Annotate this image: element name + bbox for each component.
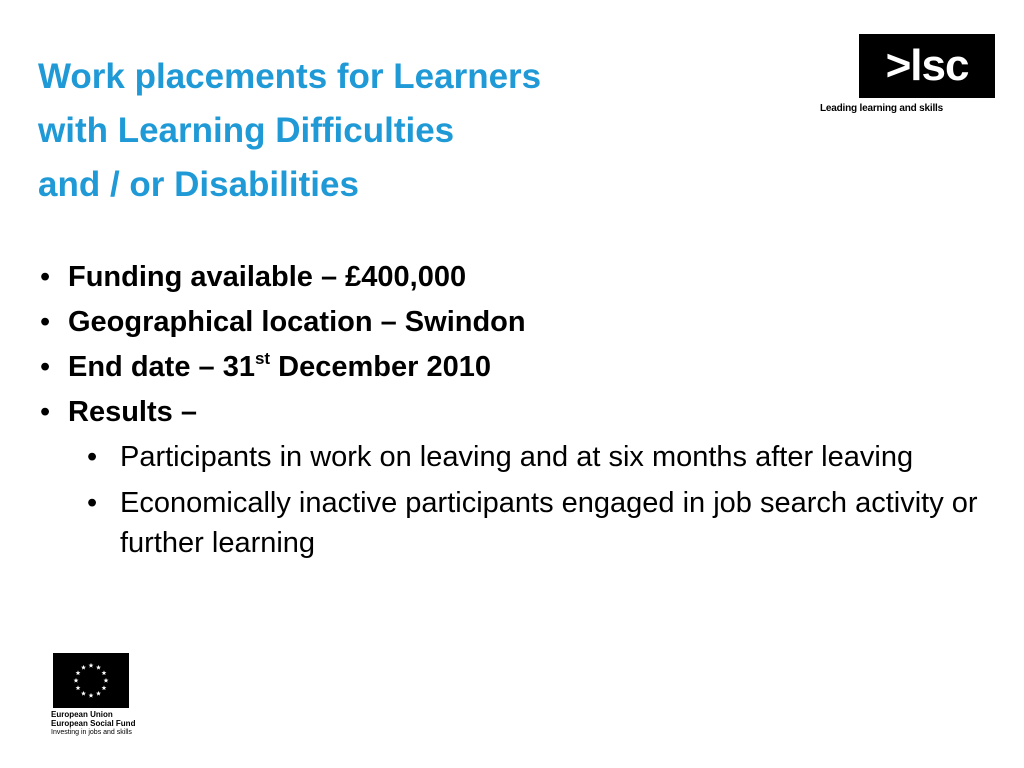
bullet-text-suffix: December 2010 (270, 351, 491, 383)
bullet-text-superscript: st (254, 349, 271, 368)
lsc-logo (859, 34, 995, 98)
bullet-text: Funding available – £400,000 (68, 261, 467, 293)
bullet-list (40, 255, 980, 435)
eu-star (96, 665, 101, 670)
slide-title (38, 50, 798, 212)
bullet-funding (40, 255, 980, 300)
bullet-dot: • (40, 306, 51, 338)
bullet-text: Geographical location – Swindon (68, 306, 526, 338)
eu-star (89, 693, 94, 698)
bullet-text: Results – (68, 396, 197, 428)
lsc-logo-mark: >lsc (885, 41, 969, 90)
bullet-dot: • (40, 396, 51, 428)
results-sub-list (40, 437, 980, 569)
sub-bullet-dot: • (87, 441, 98, 473)
sub-bullet-dot: • (87, 487, 98, 519)
bullet-end-date (40, 345, 980, 390)
eu-caption-line-3: Investing in jobs and skills (51, 729, 132, 736)
eu-star (89, 663, 94, 668)
eu-star (96, 691, 101, 696)
sub-bullet-text: Economically inactive participants engaged in job search activity or further learning (120, 487, 978, 559)
eu-star (102, 685, 107, 690)
eu-star (81, 691, 86, 696)
eu-star (76, 685, 81, 690)
eu-flag-stars-icon (53, 653, 129, 708)
bullet-location (40, 300, 980, 345)
eu-caption-line-1: European Union (51, 710, 113, 719)
bullet-results (40, 390, 980, 435)
eu-star (74, 678, 79, 683)
eu-star (76, 670, 81, 675)
eu-star (102, 670, 107, 675)
eu-star (104, 678, 109, 683)
eu-caption-line-2: European Social Fund (51, 719, 136, 728)
bullet-dot: • (40, 351, 51, 383)
sub-bullet-economically-inactive (40, 483, 980, 563)
title-line-2: with Learning Difficulties (38, 111, 455, 150)
lsc-tagline: Leading learning and skills (820, 103, 943, 114)
title-line-3: and / or Disabilities (38, 165, 359, 204)
title-line-1: Work placements for Learners (38, 57, 542, 96)
bullet-text-prefix: End date – 31 (68, 351, 255, 383)
sub-bullet-participants (40, 437, 980, 477)
sub-bullet-text: Participants in work on leaving and at six months after leaving (120, 441, 914, 473)
bullet-dot: • (40, 261, 51, 293)
eu-star (81, 665, 86, 670)
eu-esf-caption (51, 710, 171, 737)
